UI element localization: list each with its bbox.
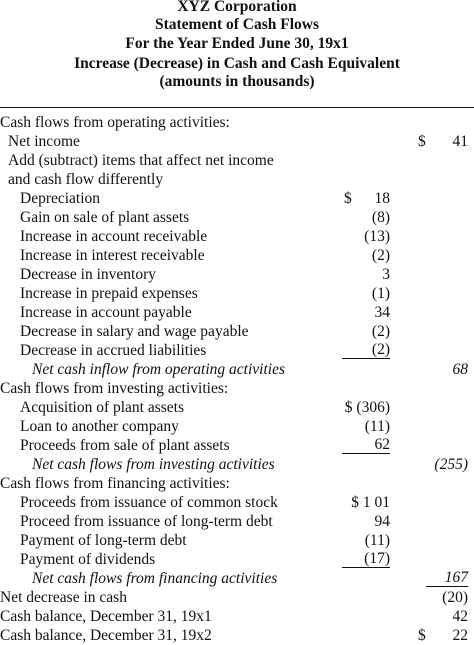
total-amount: (255) bbox=[434, 456, 468, 473]
detail-amount: 62 bbox=[342, 436, 390, 454]
row-label: Payment of long-term debt bbox=[20, 532, 187, 549]
detail-amount: 3 bbox=[382, 266, 390, 283]
plant-sale-proceeds-row bbox=[0, 436, 474, 455]
adjustments-intro-row-2 bbox=[0, 170, 474, 189]
row-label: Decrease in salary and wage payable bbox=[20, 323, 249, 340]
row-label: Net cash flows from financing activities bbox=[32, 570, 278, 587]
long-term-debt-payment-row bbox=[0, 531, 474, 550]
financing-section-heading bbox=[0, 474, 474, 493]
dividends-row bbox=[0, 550, 474, 569]
net-income-row bbox=[0, 132, 474, 151]
total-amount: 167 bbox=[426, 569, 468, 587]
row-label: Net cash flows from investing activities bbox=[32, 456, 275, 473]
row-label: Gain on sale of plant assets bbox=[20, 209, 190, 226]
row-label: Increase in account receivable bbox=[20, 228, 208, 245]
interest-receivable-row bbox=[0, 246, 474, 265]
header-divider bbox=[0, 107, 474, 108]
row-label: Proceeds from sale of plant assets bbox=[20, 437, 230, 454]
total-amount: 42 bbox=[452, 608, 468, 625]
total-amount: 68 bbox=[452, 361, 468, 378]
net-financing-cash-row bbox=[0, 569, 474, 588]
company-name: XYZ Corporation bbox=[177, 0, 297, 15]
row-label: Loan to another company bbox=[20, 418, 179, 435]
detail-amount: 34 bbox=[374, 304, 390, 321]
statement-period: For the Year Ended June 30, 19x1 bbox=[125, 35, 349, 52]
row-label: Net decrease in cash bbox=[0, 589, 127, 606]
dollar-sign: $ bbox=[418, 133, 426, 150]
detail-amount: $ (306) bbox=[344, 399, 390, 416]
total-amount: (20) bbox=[442, 589, 468, 606]
gain-on-sale-row bbox=[0, 208, 474, 227]
statement-units: (amounts in thousands) bbox=[159, 73, 315, 90]
row-label: Add (subtract) items that affect net income bbox=[8, 152, 274, 169]
net-decrease-row bbox=[0, 588, 474, 607]
detail-amount: (17) bbox=[342, 550, 390, 568]
net-operating-cash-row bbox=[0, 360, 474, 379]
row-label: Payment of dividends bbox=[20, 551, 156, 568]
row-label: Proceeds from issuance of common stock bbox=[20, 494, 278, 511]
row-label: Increase in prepaid expenses bbox=[20, 285, 198, 302]
total-amount: 41 bbox=[452, 133, 468, 150]
row-label: Increase in account payable bbox=[20, 304, 192, 321]
detail-amount: (2) bbox=[371, 247, 390, 264]
row-label: Proceed from issuance of long-term debt bbox=[20, 513, 273, 530]
row-label: Net cash inflow from operating activities bbox=[32, 361, 286, 378]
row-label: Cash flows from investing activities: bbox=[0, 380, 229, 397]
detail-amount: (8) bbox=[371, 209, 390, 226]
accounts-receivable-row bbox=[0, 227, 474, 246]
row-label: Decrease in accrued liabilities bbox=[20, 342, 207, 359]
dollar-sign: $ bbox=[418, 627, 426, 644]
detail-amount: (1) bbox=[371, 285, 390, 302]
row-label: Depreciation bbox=[20, 190, 101, 207]
common-stock-proceeds-row bbox=[0, 493, 474, 512]
opening-balance-row bbox=[0, 607, 474, 626]
accrued-liabilities-row bbox=[0, 341, 474, 360]
detail-amount: (11) bbox=[364, 418, 390, 435]
row-label: Cash balance, December 31, 19x2 bbox=[0, 627, 212, 644]
detail-amount: (2) bbox=[342, 341, 390, 359]
inventory-row bbox=[0, 265, 474, 284]
row-label: Cash flows from financing activities: bbox=[0, 475, 230, 492]
detail-amount: $ 1 01 bbox=[351, 494, 390, 511]
row-label: and cash flow differently bbox=[8, 171, 164, 188]
salary-wage-payable-row bbox=[0, 322, 474, 341]
operating-section-heading bbox=[0, 113, 474, 132]
adjustments-intro-row bbox=[0, 151, 474, 170]
depreciation-row bbox=[0, 189, 474, 208]
net-investing-cash-row bbox=[0, 455, 474, 474]
detail-amount: (11) bbox=[364, 532, 390, 549]
row-label: Increase in interest receivable bbox=[20, 247, 205, 264]
statement-title: Statement of Cash Flows bbox=[154, 16, 320, 33]
detail-amount: (13) bbox=[364, 228, 390, 245]
row-label: Cash flows from operating activities: bbox=[0, 114, 230, 131]
statement-subtitle: Increase (Decrease) in Cash and Cash Equivalent bbox=[74, 55, 400, 72]
detail-amount: (2) bbox=[371, 323, 390, 340]
row-label: Net income bbox=[8, 133, 80, 150]
row-label: Acquisition of plant assets bbox=[20, 399, 185, 416]
prepaid-expenses-row bbox=[0, 284, 474, 303]
row-label: Decrease in inventory bbox=[20, 266, 156, 283]
loan-row bbox=[0, 417, 474, 436]
row-label: Cash balance, December 31, 19x1 bbox=[0, 608, 212, 625]
detail-amount: 94 bbox=[374, 513, 390, 530]
long-term-debt-proceeds-row bbox=[0, 512, 474, 531]
total-amount: 22 bbox=[452, 627, 468, 644]
closing-balance-row bbox=[0, 626, 474, 645]
detail-amount: 18 bbox=[374, 190, 390, 207]
plant-acquisition-row bbox=[0, 398, 474, 417]
dollar-sign: $ bbox=[344, 190, 352, 207]
investing-section-heading bbox=[0, 379, 474, 398]
accounts-payable-row bbox=[0, 303, 474, 322]
